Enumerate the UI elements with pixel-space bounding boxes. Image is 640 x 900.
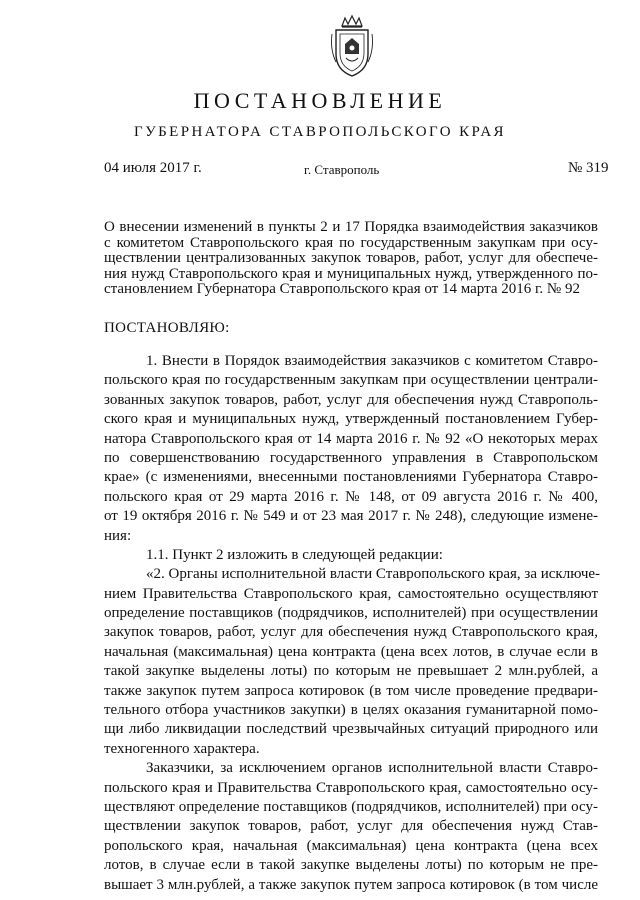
body-line: ропольского края, начальная (максимальная) цена контракта (цена всех [104,837,598,854]
document-title: ПОСТАНОВЛЕНИЕ [193,88,447,113]
heading-line: с комитетом Ставропольского края по государственным закупкам при осу- [104,234,598,251]
document-number: № 319 [568,160,609,176]
body-line: Заказчики, за исключением органов исполнительной власти Ставро- [146,760,598,777]
body-line: по совершенствованию государственного управления в Ставропольском [104,449,598,466]
heading-line: О внесении изменений в пункты 2 и 17 Порядка взаимодействия заказчиков [104,219,598,235]
decree-word: ПОСТАНОВЛЯЮ: [104,320,230,336]
body-line: нием Правительства Ставропольского края, самостоятельно осуществляют [104,585,598,602]
coat-of-arms-icon [328,14,376,80]
document-heading [104,220,598,298]
body-line: ществлении закупок товаров, работ, услуг для обеспечения нужд Став- [104,818,598,835]
body-line: ского края и муниципальных нужд, утвержденный постановлением Губер- [104,411,598,428]
body-line: определение поставщиков (подрядчиков, исполнителей) при осуществлении [104,605,598,622]
body-line: начальная (максимальная) цена контракта (цена всех лотов, в случае если в [104,643,598,660]
document-city: г. Ставрополь [304,162,380,177]
body-line: 1. Внести в Порядок взаимодействия заказчиков с комитетом Ставро- [146,353,598,369]
document-subtitle: ГУБЕРНАТОРА СТАВРОПОЛЬСКОГО КРАЯ [134,124,506,140]
document-body [104,352,601,895]
document-date: 04 июля 2017 г. [104,160,202,176]
heading-line: становлением Губернатора Ставропольского края от 14 марта 2016 г. № 92 [104,281,580,297]
body-line: «2. Органы исполнительной власти Ставропольского края, за исключе- [146,566,601,583]
body-line: щи либо ликвидации последствий чрезвычайных ситуаций природного или [104,721,598,738]
body-line: крае» (с изменениями, внесенными постановлениями Губернатора Ставро- [104,469,598,486]
body-line: 1.1. Пункт 2 изложить в следующей редакции: [146,546,443,563]
body-line: польского края по государственным закупкам при осуществлении централи- [104,372,598,389]
body-line: ния: [104,527,132,544]
body-line: также закупок путем запроса котировок (в том числе проведение предвари- [104,682,598,699]
body-line: лотов, в случае если в такой закупке выделены лоты) по которым не пре- [104,857,598,874]
body-line: такой закупке выделены лоты) по которым не превышает 2 млн.рублей, а [104,663,598,680]
body-line: тельного отбора участников закупки) в целях оказания гуманитарной помо- [104,702,598,719]
body-line: ществляют определение поставщиков (подрядчиков, исполнителей) при осу- [104,798,598,815]
body-line: натора Ставропольского края от 14 марта 2016 г. № 92 «О некоторых мерах [104,430,598,447]
body-line: польского края от 29 марта 2016 г. № 148, от 09 августа 2016 г. № 400, [104,488,598,505]
body-line: польского края и Правительства Ставропольского края, самостоятельно осу- [104,779,598,796]
body-line: зованных закупок товаров, работ, услуг для обеспечения нужд Ставрополь- [104,391,598,408]
body-line: закупок товаров, работ, услуг для обеспечения нужд Ставропольского края, [104,624,598,641]
body-line: техногенного характера. [104,740,260,757]
body-line: от 19 октября 2016 г. № 549 и от 23 мая 2017 г. № 248), следующие измене- [104,508,598,525]
body-line: вышает 3 млн.рублей, а также закупок путем запроса котировок (в том числе [104,876,598,893]
heading-line: ществлении централизованных закупок товаров, работ, услуг для обеспече- [104,250,598,266]
heading-line: ния нужд Ставропольского края и муниципальных нужд, утвержденного по- [104,265,598,282]
